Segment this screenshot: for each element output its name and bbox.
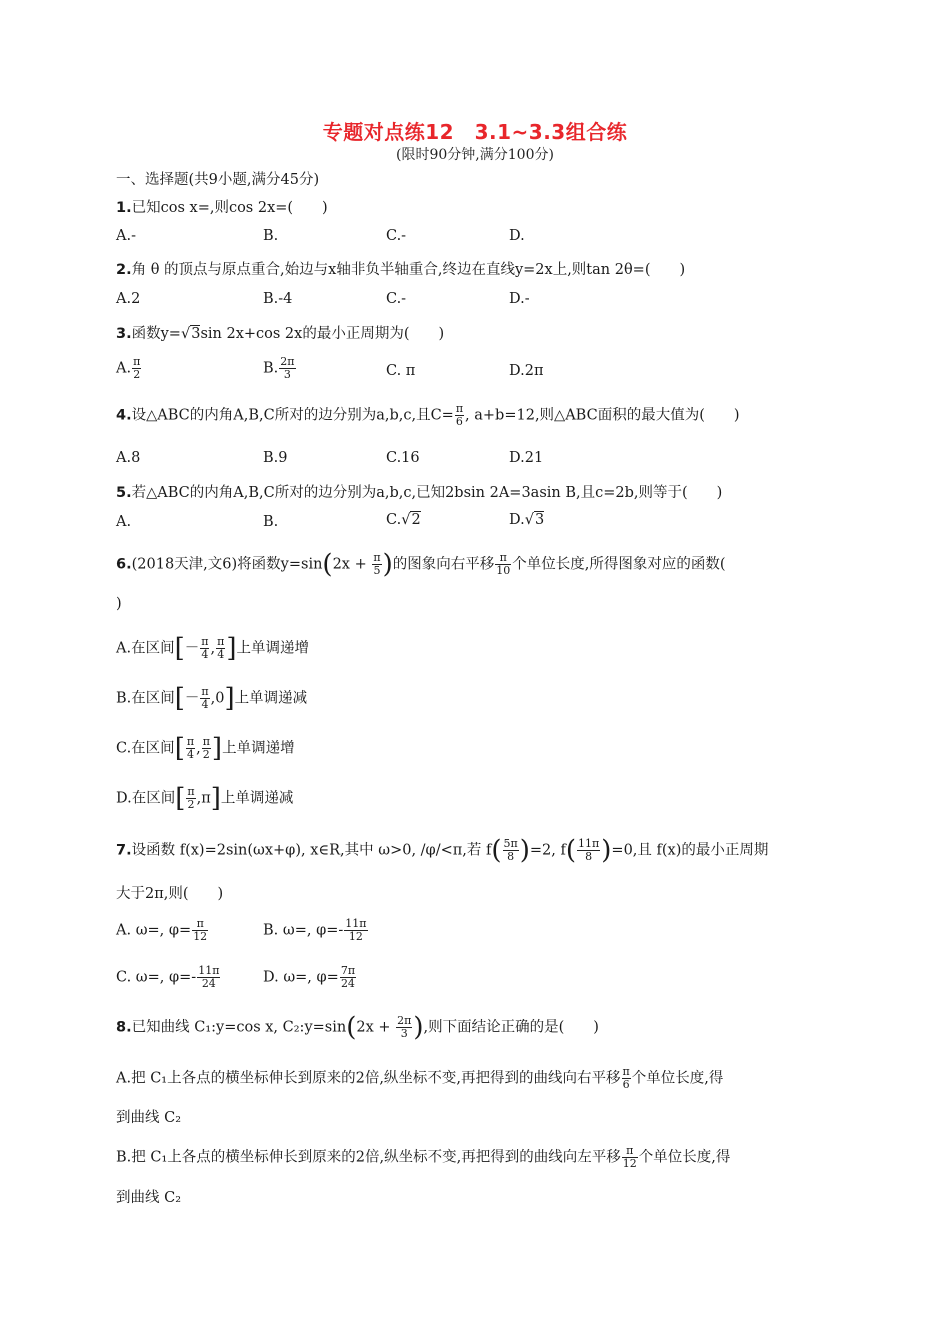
question-8: 8.已知曲线 C₁:y=cos x, C₂:y=sin(2x + $\frac{2\pi}{3}$ ),则下面结论正确的是( ) [116,1012,599,1043]
question-number: 7. [116,842,132,859]
q1-option-d: D. [509,228,525,244]
q5-option-c: C.√2 [386,512,421,528]
q4-option-d: D.21 [509,450,544,466]
q5-option-d: D.√3 [509,512,545,528]
q2-option-a: A.2 [116,291,141,307]
radicand: 3 [191,326,201,342]
q8-option-a-cont: 到曲线 C₂ [116,1110,182,1126]
q7-option-c: C. ω=, φ=- $\frac{11\pi}{24}$ [116,964,220,990]
question-text: 函数y= [131,326,181,342]
question-text: 若△ABC的内角A,B,C所对的边分别为a,b,c,已知2bsin 2A=3asin B,且c=2b,则等于( ) [131,485,723,501]
q1-option-b: B. [263,228,279,244]
question-1 [116,196,328,217]
q5-option-a: A. [116,514,132,530]
q6-option-d: D.在区间[ $\frac{\pi}{2}$ ,π]上单调递减 [116,783,294,814]
question-5 [116,481,722,502]
q6-option-b: B.在区间[－ $\frac{\pi}{4}$ ,0]上单调递减 [116,683,308,714]
q4-option-c: C.16 [386,450,420,466]
question-number: 1. [116,200,132,216]
q5-option-b: B. [263,514,279,530]
q7-option-d: D. ω=, φ= $\frac{7\pi}{24}$ [263,964,356,990]
question-7-cont: 大于2π,则( ) [116,886,224,902]
question-number: 3. [116,326,132,342]
q8-option-a: A.把 C₁上各点的横坐标伸长到原来的2倍,纵坐标不变,再把得到的曲线向右平移 $\frac{\pi}{6}$ 个单位长度,得 [116,1065,724,1091]
q3-option-c: C. π [386,363,416,379]
q1-option-c: C.- [386,228,407,244]
q3-option-a: A. $\frac{\pi}{2}$ [116,355,141,381]
q3-option-b: B. $\frac{2\pi}{3}$ [263,355,295,381]
question-number: 6. [116,556,132,573]
question-6: 6.(2018天津,文6)将函数y=sin(2x + $\frac{\pi}{5}$ )的图象向右平移 $\frac{\pi}{10}$ 个单位长度,所得图象对应的函数( [116,549,726,580]
q2-option-c: C.- [386,291,407,307]
question-4: 4.设△ABC的内角A,B,C所对的边分别为a,b,c,且C= $\frac{\pi}{6}$ , a+b=12,则△ABC面积的最大值为( ) [116,402,740,428]
q3-option-d: D.2π [509,363,544,379]
q4-option-b: B.9 [263,450,288,466]
q8-option-b: B.把 C₁上各点的横坐标伸长到原来的2倍,纵坐标不变,再把得到的曲线向左平移 $\frac{\pi}{12}$ 个单位长度,得 [116,1144,731,1170]
question-6-cont: ) [116,596,122,612]
question-text: 角 θ 的顶点与原点重合,始边与x轴非负半轴重合,终边在直线y=2x上,则tan 2θ=( ) [131,262,686,278]
q6-option-a: A.在区间[－ $\frac{\pi}{4}$ , $\frac{\pi}{4}$ ]上单调递增 [116,633,309,664]
question-number: 8. [116,1019,132,1036]
question-3: 3.函数y=√3sin 2x+cos 2x的最小正周期为( ) [116,326,445,342]
question-2 [116,258,685,279]
q7-option-a: A. ω=, φ= $\frac{\pi}{12}$ [116,917,208,943]
question-7: 7.设函数 f(x)=2sin(ωx+φ), x∈R,其中 ω>0, /φ/<π,若 f( $\frac{5\pi}{8}$ )=2, f( $\frac{11\pi}{8}$ )=0,且 f(x)的最小正周期 [116,835,769,866]
section-heading: 一、选择题(共9小题,满分45分) [116,172,320,188]
question-number: 5. [116,485,132,501]
question-number: 2. [116,262,132,278]
q2-option-d: D.- [509,291,530,307]
q2-option-b: B.-4 [263,291,293,307]
page-subtitle: (限时90分钟,满分100分) [396,147,554,163]
question-number: 4. [116,407,132,424]
page-title: 专题对点练12 3.1~3.3组合练 [322,120,628,144]
question-text: 已知cos x=,则cos 2x=( ) [131,200,328,216]
q7-option-b: B. ω=, φ=- $\frac{11\pi}{12}$ [263,917,367,943]
q4-option-a: A.8 [116,450,141,466]
q6-option-c: C.在区间[ $\frac{\pi}{4}$ , $\frac{\pi}{2}$ ]上单调递增 [116,733,295,764]
q8-option-b-cont: 到曲线 C₂ [116,1190,182,1206]
q1-option-a: A.- [116,228,136,244]
question-text-cont: sin 2x+cos 2x的最小正周期为( ) [200,326,445,342]
